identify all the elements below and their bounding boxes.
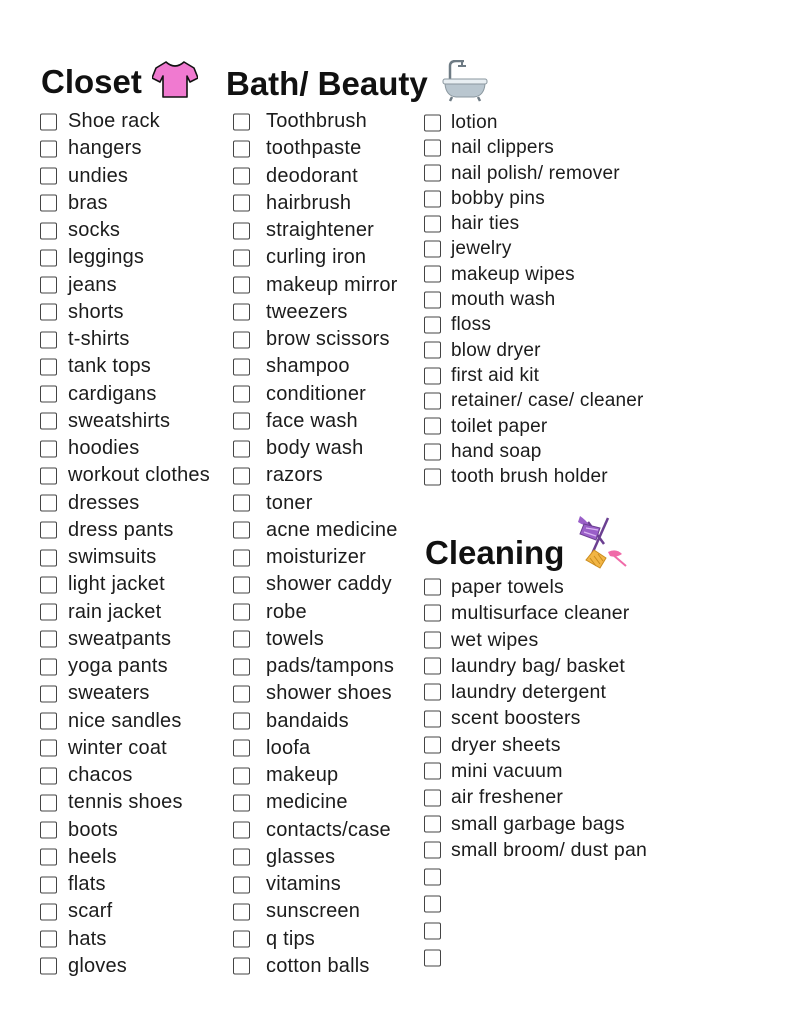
item-label: shower shoes [266,682,392,705]
item-label: air freshener [451,786,564,809]
list-item[interactable] [424,653,647,679]
checkbox[interactable] [233,140,250,157]
list-item[interactable] [40,299,210,326]
item-label: mouth wash [451,289,556,311]
item-label: sweatpants [68,627,172,650]
list-item[interactable] [40,490,210,517]
checkbox[interactable] [233,794,250,811]
item-label: lotion [451,112,498,133]
item-label: makeup wipes [451,263,575,285]
checkbox[interactable] [424,418,441,435]
checkbox[interactable] [424,266,441,283]
item-label: scent boosters [451,707,581,730]
item-label: nail polish/ remover [451,162,620,184]
list-item[interactable] [233,490,398,517]
checkbox[interactable] [233,495,250,512]
list-item[interactable] [233,408,398,435]
checkbox[interactable] [424,922,441,939]
list-item[interactable] [424,837,647,863]
checkbox[interactable] [233,249,250,266]
checkbox[interactable] [233,386,250,403]
checkbox[interactable] [40,685,57,702]
checkbox[interactable] [40,522,57,539]
checkbox[interactable] [233,549,250,566]
checkbox[interactable] [40,304,57,321]
list-item[interactable] [40,217,210,244]
item-label: yoga pants [68,655,168,677]
list-item[interactable] [40,871,210,898]
list-item[interactable] [233,244,398,271]
checkbox[interactable] [233,522,250,539]
list-item[interactable] [40,844,210,871]
checkbox[interactable] [424,468,441,485]
checkbox[interactable] [233,168,250,185]
list-item[interactable] [233,299,398,326]
checkbox[interactable] [424,215,441,232]
cleaning-title: Cleaning [425,534,565,571]
list-item[interactable] [40,462,210,489]
list-item[interactable] [424,186,644,211]
blank-list-item[interactable] [424,890,647,917]
list-item[interactable] [424,363,644,388]
list-item[interactable] [233,926,398,953]
checkbox[interactable] [424,684,441,701]
item-label: dresses [68,491,140,514]
checkbox[interactable] [40,549,57,566]
bathtub-icon [442,60,488,107]
list-item[interactable] [40,108,210,135]
checkbox[interactable] [424,165,441,182]
checkbox[interactable] [424,949,441,966]
item-label: makeup [266,764,339,786]
list-item[interactable] [233,326,398,353]
checkbox[interactable] [233,822,250,839]
checkbox[interactable] [424,763,441,780]
item-label: deodorant [266,164,358,187]
checkbox[interactable] [40,249,57,266]
list-item[interactable] [233,898,398,925]
checkbox[interactable] [233,740,250,757]
item-label: bras [68,191,108,214]
item-label: medicine [266,791,348,814]
item-label: hand soap [451,440,542,462]
checkbox[interactable] [424,736,441,753]
list-item[interactable] [233,163,398,190]
item-label: leggings [68,246,145,269]
checkbox[interactable] [40,740,57,757]
item-label: conditioner [266,382,367,405]
checkbox[interactable] [40,876,57,893]
list-item[interactable] [40,653,210,680]
checkbox[interactable] [233,358,250,375]
item-label: wet wipes [451,628,539,651]
checkbox[interactable] [40,631,57,648]
list-item[interactable] [424,338,644,363]
checkbox[interactable] [233,413,250,430]
item-label: multisurface cleaner [451,602,630,625]
item-label: first aid kit [451,364,540,386]
item-label: jewelry [451,238,512,260]
item-label: cotton balls [266,954,370,977]
checkbox[interactable] [40,576,57,593]
item-label: makeup mirror [266,273,398,296]
item-label: robe [266,600,307,623]
checkbox[interactable] [233,876,250,893]
item-label: gloves [68,954,128,977]
item-label: chacos [68,764,133,786]
list-item[interactable] [40,626,210,653]
item-label: tweezers [266,300,348,323]
item-label: nice sandles [68,709,182,732]
item-label: socks [68,219,121,241]
list-item[interactable] [424,262,644,287]
checkbox[interactable] [233,440,250,457]
checkbox[interactable] [233,604,250,621]
checkbox[interactable] [233,767,250,784]
list-item[interactable] [233,381,398,408]
closet-title: Closet [41,63,142,100]
list-item[interactable] [233,844,398,871]
list-item[interactable] [40,190,210,217]
list-item[interactable] [40,571,210,598]
checkbox[interactable] [40,277,57,294]
list-item[interactable] [40,898,210,925]
item-label: acne medicine [266,518,398,541]
list-item[interactable] [40,789,210,816]
checkbox[interactable] [40,358,57,375]
checkbox[interactable] [424,114,441,131]
item-label: body wash [266,437,364,459]
checkbox[interactable] [40,604,57,621]
list-item[interactable] [233,871,398,898]
item-label: workout clothes [68,464,210,487]
checkbox[interactable] [40,849,57,866]
list-item[interactable] [233,571,398,598]
item-label: pads/tampons [266,655,395,677]
checkbox[interactable] [40,495,57,512]
cleaning-list [424,574,647,971]
list-item[interactable] [40,435,210,462]
list-item[interactable] [424,236,644,261]
list-item[interactable] [233,599,398,626]
checkbox[interactable] [233,931,250,948]
checkbox[interactable] [40,113,57,130]
list-item[interactable] [233,708,398,735]
list-item[interactable] [40,135,210,162]
checkbox[interactable] [40,794,57,811]
item-label: curling iron [266,246,367,269]
list-item[interactable] [233,517,398,544]
blank-list-item[interactable] [424,863,647,890]
item-label: tennis shoes [68,791,183,814]
list-item[interactable] [233,680,398,707]
checkbox[interactable] [40,386,57,403]
checkbox[interactable] [424,658,441,675]
closet-heading [41,60,198,103]
checkbox[interactable] [40,767,57,784]
item-label: hairbrush [266,191,352,214]
list-item[interactable] [424,574,647,600]
list-item[interactable] [424,312,644,337]
item-label: brow scissors [266,328,390,350]
item-label: laundry detergent [451,681,607,704]
list-item[interactable] [424,784,647,810]
list-item[interactable] [40,599,210,626]
list-item[interactable] [40,544,210,571]
checkbox[interactable] [424,139,441,156]
checkbox[interactable] [424,842,441,859]
list-item[interactable] [40,817,210,844]
checkbox[interactable] [40,713,57,730]
item-label: bandaids [266,709,349,732]
checkbox[interactable] [40,331,57,348]
checkbox[interactable] [40,168,57,185]
item-label: straightener [266,219,375,241]
item-label: jeans [68,273,117,296]
blank-list-item[interactable] [424,944,647,971]
item-label: sunscreen [266,900,361,923]
item-label: tank tops [68,355,151,378]
item-label: Toothbrush [266,110,367,132]
list-item[interactable] [233,108,398,135]
list-item[interactable] [424,388,644,413]
item-label: shorts [68,300,124,323]
item-label: mini vacuum [451,760,563,783]
list-item[interactable] [424,414,644,439]
item-label: contacts/case [266,818,391,841]
checkbox[interactable] [424,631,441,648]
list-item[interactable] [40,735,210,762]
checkbox[interactable] [233,958,250,975]
checkbox[interactable] [424,815,441,832]
checkbox[interactable] [40,222,57,239]
list-item[interactable] [233,462,398,489]
list-item[interactable] [233,789,398,816]
list-item[interactable] [40,326,210,353]
checkbox[interactable] [40,413,57,430]
checkbox[interactable] [40,903,57,920]
checkbox[interactable] [233,113,250,130]
checkbox[interactable] [424,868,441,885]
list-item[interactable] [40,353,210,380]
checkbox[interactable] [424,317,441,334]
checkbox[interactable] [233,631,250,648]
item-label: vitamins [266,873,341,895]
list-item[interactable] [424,439,644,464]
list-item[interactable] [40,163,210,190]
list-item[interactable] [233,735,398,762]
item-label: nail clippers [451,137,554,159]
item-label: q tips [266,927,316,950]
list-item[interactable] [233,626,398,653]
item-label: scarf [68,900,113,923]
list-item[interactable] [233,762,398,789]
list-item[interactable] [233,135,398,162]
item-label: face wash [266,409,358,432]
list-item[interactable] [233,435,398,462]
checkbox[interactable] [40,931,57,948]
item-label: winter coat [68,736,167,759]
blank-list-item[interactable] [424,917,647,944]
item-label: boots [68,818,118,841]
checkbox[interactable] [424,190,441,207]
item-label: toothpaste [266,137,362,160]
item-label: sweaters [68,682,150,705]
checkbox[interactable] [424,443,441,460]
checkbox[interactable] [424,895,441,912]
item-label: dress pants [68,518,174,541]
item-label: light jacket [68,573,165,596]
item-label: Shoe rack [68,110,160,132]
checkbox[interactable] [424,342,441,359]
list-item[interactable] [233,217,398,244]
item-label: bobby pins [451,187,545,209]
item-label: floss [451,314,492,336]
checkbox[interactable] [233,849,250,866]
checkbox[interactable] [40,822,57,839]
list-item[interactable] [424,758,647,784]
item-label: laundry bag/ basket [451,654,625,677]
checkbox[interactable] [233,331,250,348]
list-item[interactable] [40,244,210,271]
list-item[interactable] [40,517,210,544]
checkbox[interactable] [40,958,57,975]
checkbox[interactable] [424,605,441,622]
item-label: rain jacket [68,600,162,623]
checkbox[interactable] [424,710,441,727]
list-item[interactable] [424,287,644,312]
item-label: towels [266,627,324,650]
checkbox[interactable] [233,195,250,212]
list-item[interactable] [424,211,644,236]
item-label: sweatshirts [68,409,171,432]
item-label: heels [68,845,117,868]
list-item[interactable] [424,135,644,160]
item-label: razors [266,464,323,487]
t-shirt-icon [152,60,198,103]
bath-beauty-list-2 [424,110,644,489]
item-label: t-shirts [68,328,130,350]
checkbox[interactable] [40,140,57,157]
item-label: small broom/ dust pan [451,838,648,861]
checkbox[interactable] [424,579,441,596]
checkbox[interactable] [40,195,57,212]
checkbox[interactable] [233,713,250,730]
list-item[interactable] [424,732,647,758]
list-item[interactable] [233,272,398,299]
item-label: hangers [68,137,142,160]
list-item[interactable] [424,110,644,135]
checkbox[interactable] [233,685,250,702]
checkbox[interactable] [233,576,250,593]
list-item[interactable] [233,353,398,380]
list-item[interactable] [40,926,210,953]
item-label: hats [68,927,107,950]
item-label: tooth brush holder [451,466,608,488]
item-label: blow dryer [451,339,541,361]
item-label: small garbage bags [451,812,625,835]
checkbox[interactable] [424,367,441,384]
item-label: undies [68,164,129,187]
checkbox[interactable] [233,304,250,321]
item-label: toilet paper [451,415,548,437]
checkbox[interactable] [233,222,250,239]
checkbox[interactable] [40,658,57,675]
list-item[interactable] [40,381,210,408]
item-label: hoodies [68,437,140,459]
list-item[interactable] [40,408,210,435]
list-item[interactable] [233,653,398,680]
list-item[interactable] [424,627,647,653]
list-item[interactable] [424,600,647,626]
item-label: paper towels [451,576,564,598]
list-item[interactable] [233,953,398,980]
bath-beauty-title: Bath/ Beauty [226,65,428,102]
list-item[interactable] [424,464,644,489]
checkbox[interactable] [424,789,441,806]
bath-beauty-list-1 [233,108,398,980]
item-label: toner [266,491,313,514]
item-label: loofa [266,736,311,759]
checkbox[interactable] [40,467,57,484]
list-item[interactable] [424,705,647,731]
item-label: swimsuits [68,546,157,568]
item-label: shower caddy [266,573,392,596]
broom-icon [572,514,628,575]
list-item[interactable] [424,679,647,705]
item-label: glasses [266,845,336,868]
list-item[interactable] [233,544,398,571]
list-item[interactable] [40,953,210,980]
list-item[interactable] [424,811,647,837]
checkbox[interactable] [233,467,250,484]
list-item[interactable] [233,190,398,217]
checkbox[interactable] [424,241,441,258]
list-item[interactable] [233,817,398,844]
list-item[interactable] [424,161,644,186]
item-label: flats [68,873,106,895]
item-label: hair ties [451,213,520,235]
checkbox[interactable] [40,440,57,457]
item-label: cardigans [68,382,157,405]
checkbox[interactable] [233,658,250,675]
list-item[interactable] [40,680,210,707]
item-label: shampoo [266,355,350,378]
closet-list [40,108,210,980]
list-item[interactable] [40,762,210,789]
list-item[interactable] [40,708,210,735]
list-item[interactable] [40,272,210,299]
item-label: dryer sheets [451,733,561,756]
checkbox[interactable] [233,277,250,294]
item-label: moisturizer [266,546,366,568]
bath-beauty-heading [226,60,488,107]
item-label: retainer/ case/ cleaner [451,390,644,412]
checkbox[interactable] [233,903,250,920]
checkbox[interactable] [424,291,441,308]
checkbox[interactable] [424,392,441,409]
